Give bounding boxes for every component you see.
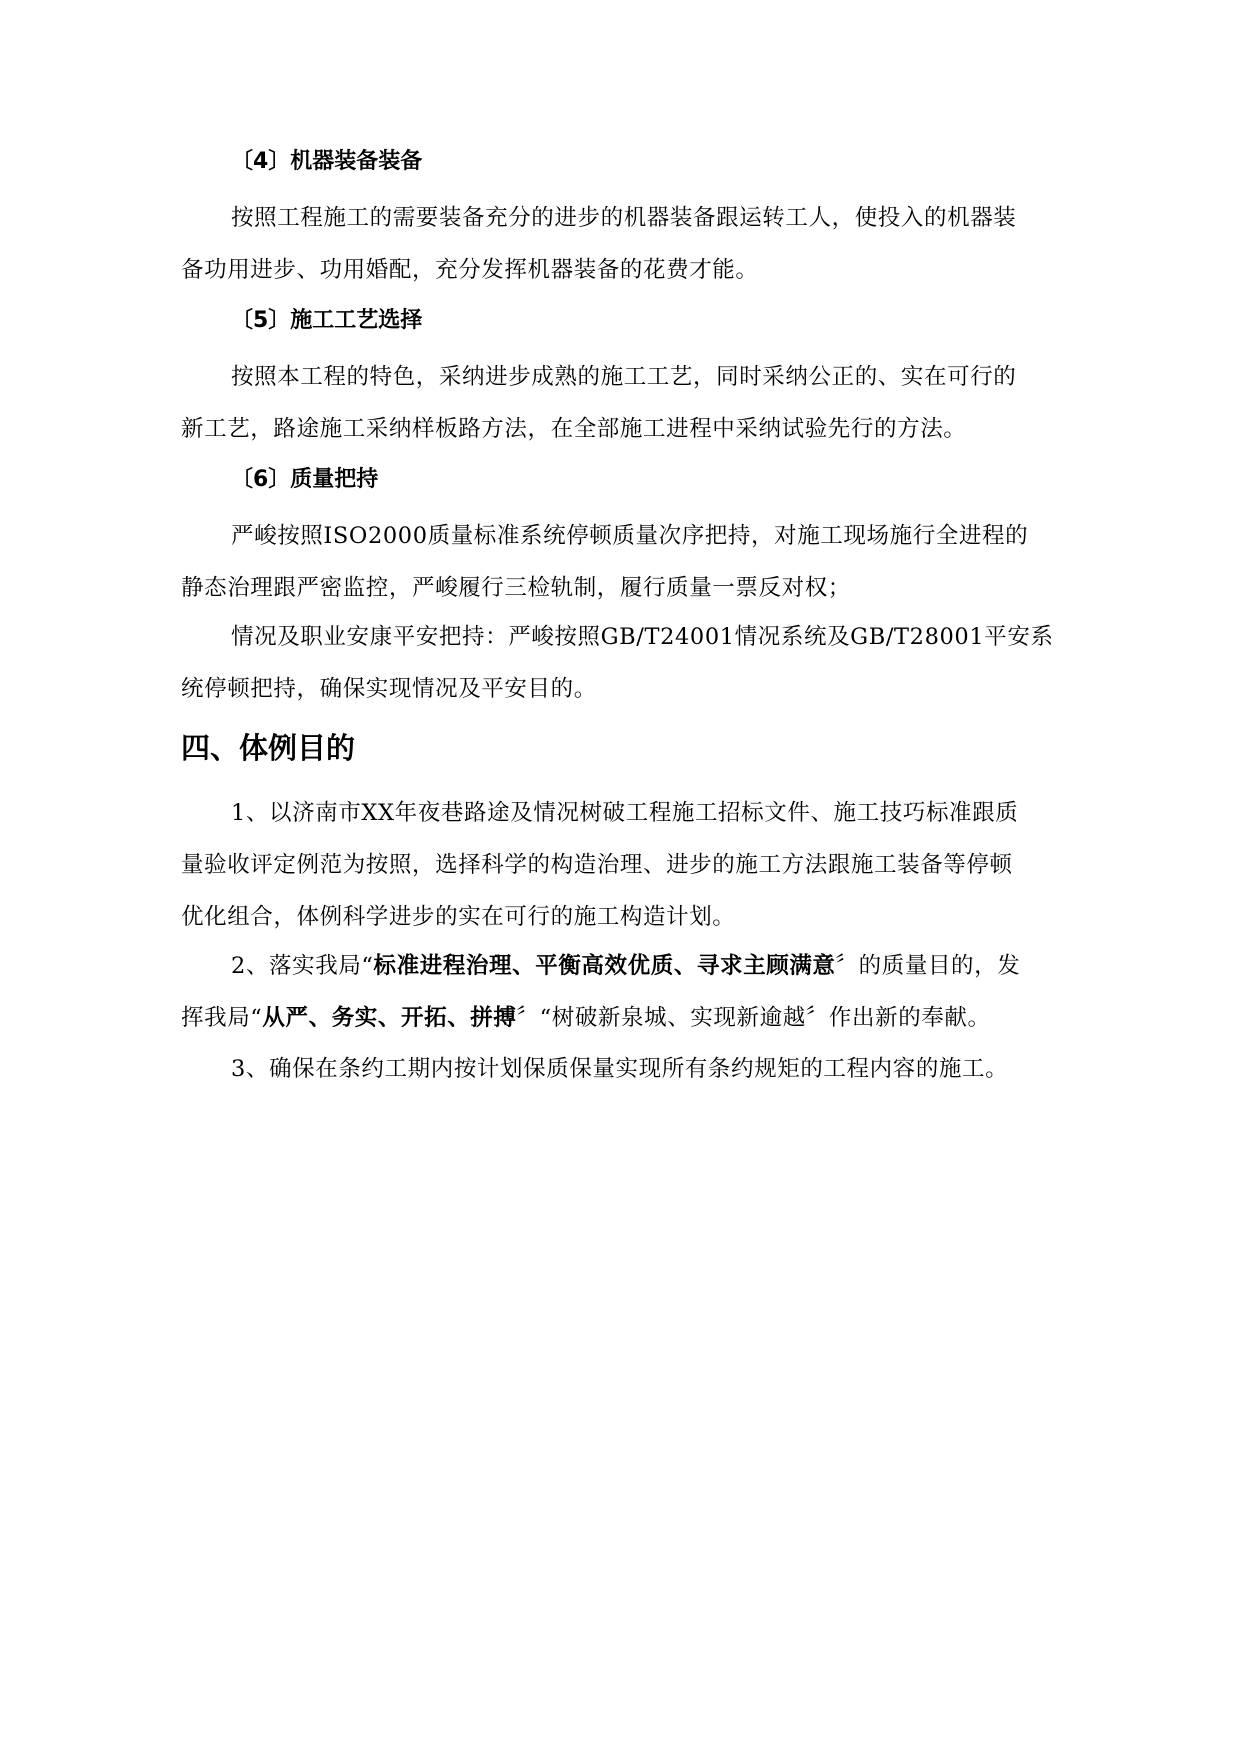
paragraph-environment-safety xyxy=(181,611,1081,715)
bold-phrase: 标准进程治理、平衡高效优质、寻求主顾满意 xyxy=(373,953,836,979)
text-line: 新工艺，路途施工采纳样板路方法，在全部施工进程中采纳试验先行的方法。 xyxy=(181,416,967,442)
paragraph-process xyxy=(181,351,1081,455)
subsection-heading-4: 〔4〕机器装备装备 xyxy=(231,149,423,174)
text-line: 1、以济南市XX年夜巷路途及情况树破工程施工招标文件、施工技巧标准跟质 xyxy=(231,800,1019,826)
text-segment: 〞“树破新泉城、实现新逾越〞作出新的奉献。 xyxy=(516,1005,991,1031)
text-line: 严峻按照ISO2000质量标准系统停顿质量次序把持，对施工现场施行全进程的 xyxy=(231,523,1029,549)
paragraph-machinery xyxy=(181,192,1081,296)
text-segment: 挥我局“ xyxy=(181,1005,263,1031)
text-line: 统停顿把持，确保实现情况及平安目的。 xyxy=(181,676,597,702)
text-segment: 〞的质量目的，发 xyxy=(835,953,1021,979)
text-segment: 2、落实我局“ xyxy=(231,953,374,979)
text-line: 量验收评定例范为按照，选择科学的构造治理、进步的施工方法跟施工装备等停顿 xyxy=(181,852,1013,878)
paragraph-item-2 xyxy=(181,940,1081,1044)
text-line: 3、确保在条约工期内按计划保质保量实现所有条约规矩的工程内容的施工。 xyxy=(231,1056,1009,1082)
text-line: 按照本工程的特色，采纳进步成熟的施工工艺，同时采纳公正的、实在可行的 xyxy=(231,364,1017,390)
text-line xyxy=(181,940,1081,992)
paragraph-item-3 xyxy=(181,1043,1081,1095)
section-title: 四、体例目的 xyxy=(181,731,356,765)
subsection-heading-5: 〔5〕施工工艺选择 xyxy=(231,308,423,333)
bold-phrase: 从严、务实、开拓、拼搏 xyxy=(262,1005,517,1031)
text-line: 静态治理跟严密监控，严峻履行三检轨制，履行质量一票反对权； xyxy=(181,575,851,601)
text-line: 备功用进步、功用婚配，充分发挥机器装备的花费才能。 xyxy=(181,257,759,283)
text-line xyxy=(181,992,1081,1044)
text-line: 优化组合，体例科学进步的实在可行的施工构造计划。 xyxy=(181,904,736,930)
paragraph-item-1 xyxy=(181,787,1081,943)
paragraph-quality xyxy=(181,510,1081,614)
text-line: 情况及职业安康平安把持：严峻按照GB/T24001情况系统及GB/T28001平安系 xyxy=(231,624,1054,650)
text-line: 按照工程施工的需要装备充分的进步的机器装备跟运转工人，使投入的机器装 xyxy=(231,205,1017,231)
subsection-heading-6: 〔6〕质量把持 xyxy=(231,467,379,492)
